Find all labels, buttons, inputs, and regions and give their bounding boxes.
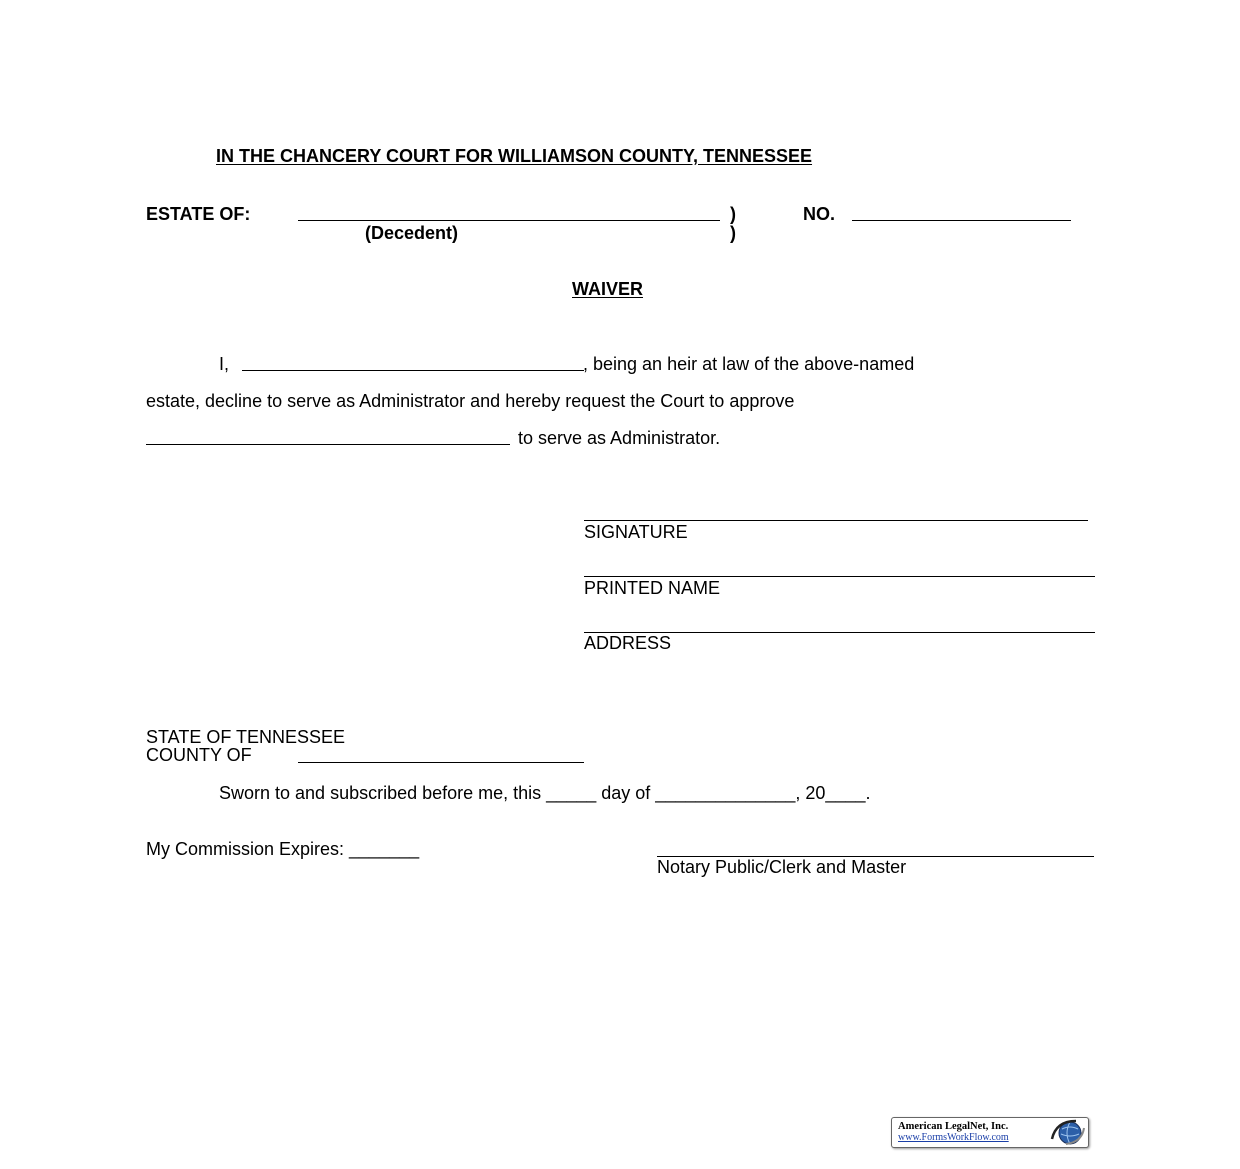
globe-icon [1048, 1119, 1086, 1146]
legalnet-logo[interactable] [891, 1117, 1089, 1148]
decedent-label: (Decedent) [365, 223, 459, 243]
printed-name-label: PRINTED NAME [584, 578, 721, 598]
logo-url-link[interactable]: www.FormsWorkFlow.com [898, 1132, 1009, 1143]
court-title: IN THE CHANCERY COURT FOR WILLIAMSON COUNTY, TENNESSEE [216, 146, 813, 166]
estate-of-label: ESTATE OF: [146, 204, 251, 224]
sworn-statement: Sworn to and subscribed before me, this _____ day of ______________, 20____. [219, 783, 871, 803]
document-title: WAIVER [572, 279, 644, 299]
case-number-line[interactable] [852, 220, 1071, 221]
para-line1-prefix: I, [219, 354, 230, 374]
para-line1-suffix: , being an heir at law of the above-named [583, 354, 915, 374]
administrator-name-line[interactable] [146, 444, 510, 445]
logo-company-name: American LegalNet, Inc. [898, 1121, 1009, 1132]
estate-name-line[interactable] [298, 220, 720, 221]
para-line3-suffix: to serve as Administrator. [518, 428, 721, 448]
para-line2: estate, decline to serve as Administrator and hereby request the Court to approve [146, 391, 795, 411]
commission-expires: My Commission Expires: _______ [146, 839, 420, 859]
county-label: COUNTY OF [146, 745, 252, 765]
notary-label: Notary Public/Clerk and Master [657, 857, 907, 877]
signature-label: SIGNATURE [584, 522, 688, 542]
case-no-label: NO. [803, 204, 836, 224]
county-line[interactable] [298, 762, 584, 763]
heir-name-line[interactable] [242, 370, 584, 371]
caption-paren-1: ) [730, 204, 736, 224]
caption-paren-2: ) [730, 223, 736, 243]
state-label: STATE OF TENNESSEE [146, 727, 346, 747]
address-label: ADDRESS [584, 633, 672, 653]
